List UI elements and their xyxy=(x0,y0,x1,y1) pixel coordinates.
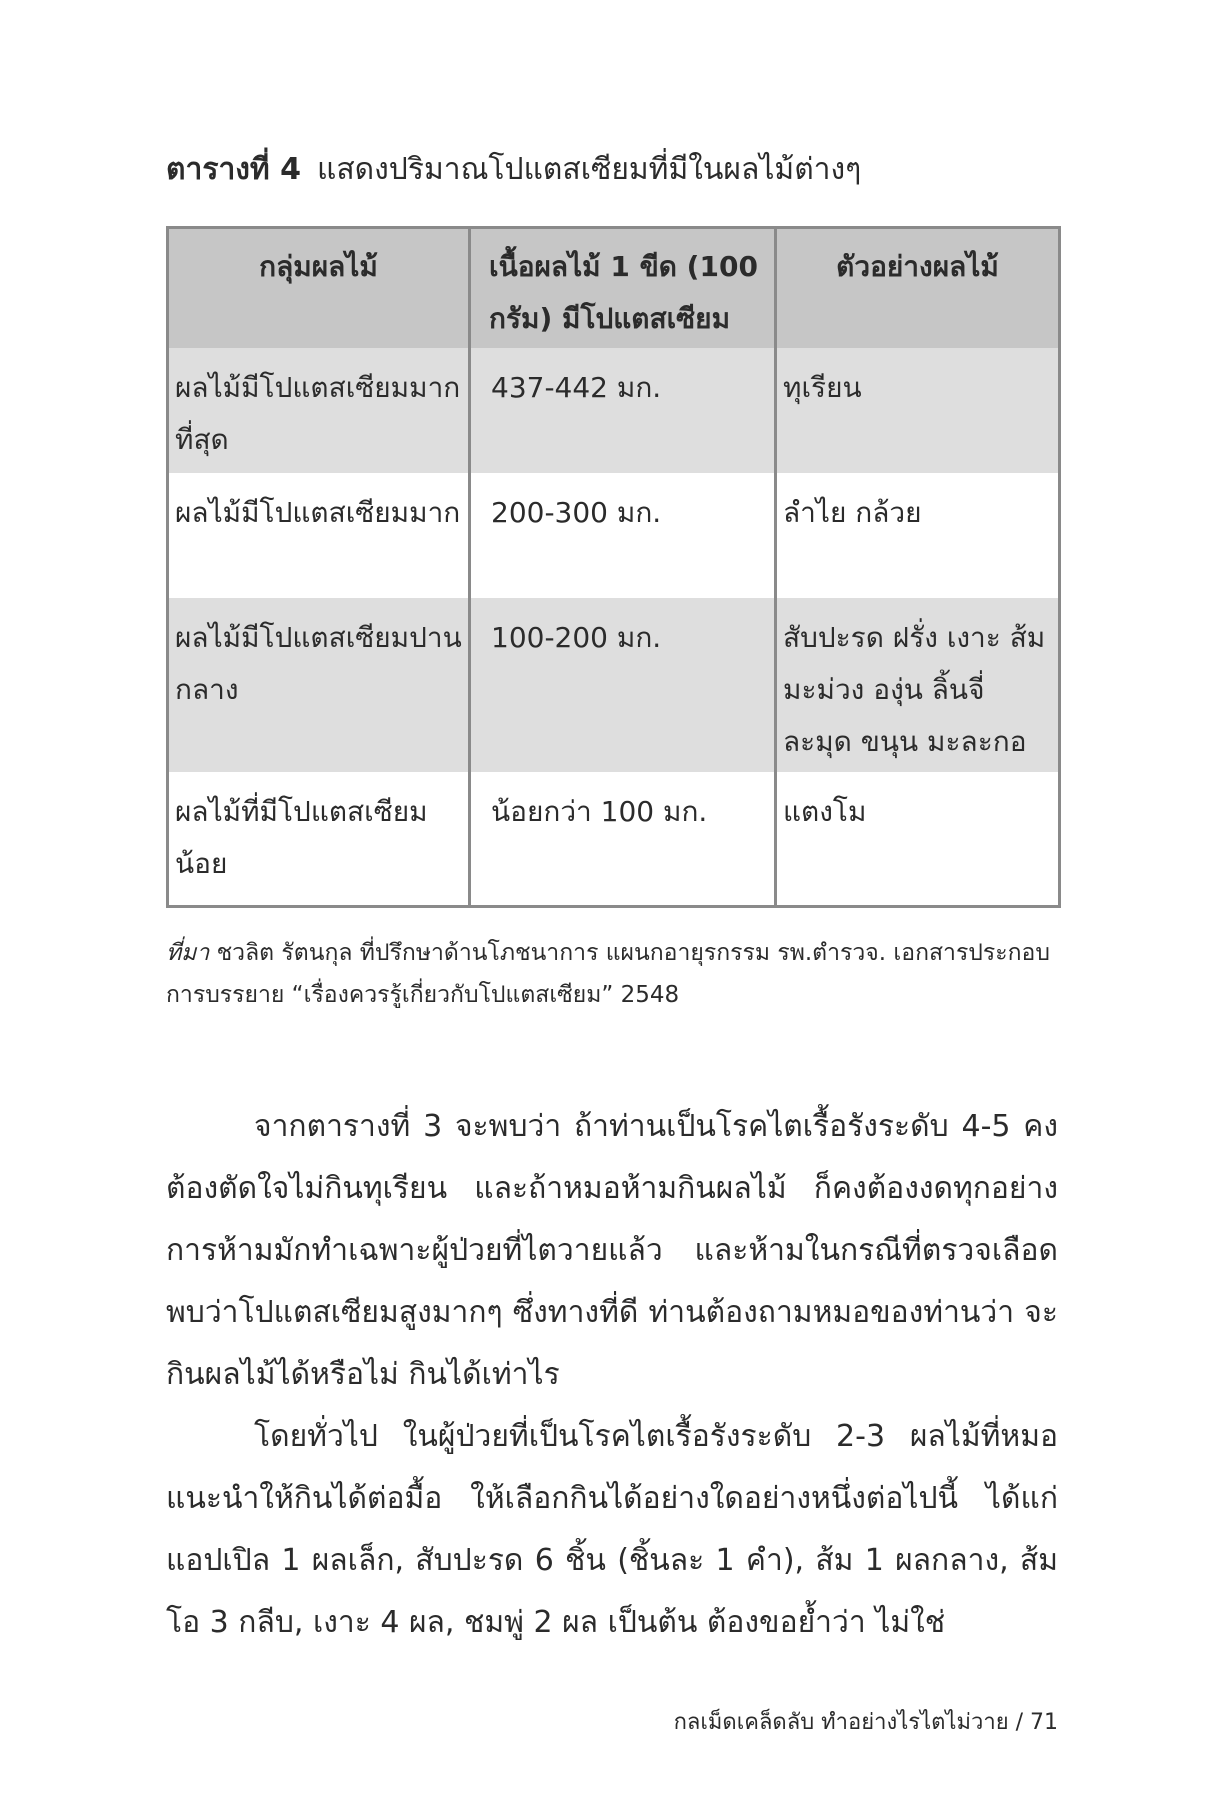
page-footer: กลเม็ดเคล็ดลับ ทำอย่างไรไตไม่วาย / 71 xyxy=(673,1710,1058,1735)
table-source-note xyxy=(166,932,1066,1016)
cell-potassium-amount: 100-200 มก. xyxy=(470,598,776,772)
cell-fruit-examples: สับปะรด ฝรั่ง เงาะ ส้ม มะม่วง องุ่น ลิ้นจี่ ละมุด ขนุน มะละกอ xyxy=(776,598,1060,772)
source-label: ที่มา xyxy=(166,940,210,966)
table-caption xyxy=(166,150,1066,190)
header-fruit-examples: ตัวอย่างผลไม้ xyxy=(776,228,1060,348)
cell-fruit-examples: ทุเรียน xyxy=(776,348,1060,473)
header-potassium-amount: เนื้อผลไม้ 1 ขีด (100 กรัม) มีโปแตสเซียม xyxy=(470,228,776,348)
cell-fruit-group: ผลไม้มีโปแตสเซียมปานกลาง xyxy=(168,598,470,772)
table-row xyxy=(168,598,1060,772)
cell-potassium-amount: น้อยกว่า 100 มก. xyxy=(470,772,776,907)
table-caption-label: ตารางที่ 4 xyxy=(166,152,302,187)
body-paragraph: โดยทั่วไป ในผู้ป่วยที่เป็นโรคไตเรื้อรังระดับ 2-3 ผลไม้ที่หมอแนะนำให้กินได้ต่อมื้อ ให้เลือกกินได้อย่างใดอย่างหนึ่งต่อไปนี้ ได้แก่ แอปเปิล 1 ผลเล็ก, สับปะรด 6 ชิ้น (ชิ้นละ 1 คำ), ส้ม 1 ผลกลาง, ส้มโอ 3 กลีบ, เงาะ 4 ผล, ชมพู่ 2 ผล เป็นต้น ต้องขอย้ำว่า ไม่ใช่ xyxy=(166,1419,1058,1640)
cell-potassium-amount: 437-442 มก. xyxy=(470,348,776,473)
potassium-table xyxy=(166,226,1061,908)
cell-fruit-group: ผลไม้มีโปแตสเซียมมากที่สุด xyxy=(168,348,470,473)
cell-fruit-group: ผลไม้ที่มีโปแตสเซียมน้อย xyxy=(168,772,470,907)
table-row xyxy=(168,772,1060,907)
source-text: ชวลิต รัตนกุล ที่ปรึกษาด้านโภชนาการ แผนกอายุรกรรม รพ.ตำรวจ. เอกสารประกอบการบรรยาย “เรื่องควรรู้เกี่ยวกับโปแตสเซียม” 2548 xyxy=(166,940,1050,1008)
cell-fruit-group: ผลไม้มีโปแตสเซียมมาก xyxy=(168,473,470,598)
header-fruit-group: กลุ่มผลไม้ xyxy=(168,228,470,348)
cell-potassium-amount: 200-300 มก. xyxy=(470,473,776,598)
cell-fruit-examples: ลำไย กล้วย xyxy=(776,473,1060,598)
table-header-row xyxy=(168,228,1060,348)
table-row xyxy=(168,348,1060,473)
cell-fruit-examples: แตงโม xyxy=(776,772,1060,907)
body-paragraph: จากตารางที่ 3 จะพบว่า ถ้าท่านเป็นโรคไตเรื้อรังระดับ 4-5 คงต้องตัดใจไม่กินทุเรียน และถ้าหมอห้ามกินผลไม้ ก็คงต้องงดทุกอย่าง การห้ามมักทำเฉพาะผู้ป่วยที่ไตวายแล้ว และห้ามในกรณีที่ตรวจเลือดพบว่าโปแตสเซียมสูงมากๆ ซึ่งทางที่ดี ท่านต้องถามหมอของท่านว่า จะกินผลไม้ได้หรือไม่ กินได้เท่าไร xyxy=(166,1109,1058,1392)
table-caption-title: แสดงปริมาณโปแตสเซียมที่มีในผลไม้ต่างๆ xyxy=(317,152,862,187)
table-row xyxy=(168,473,1060,598)
body-text xyxy=(166,1096,1058,1654)
